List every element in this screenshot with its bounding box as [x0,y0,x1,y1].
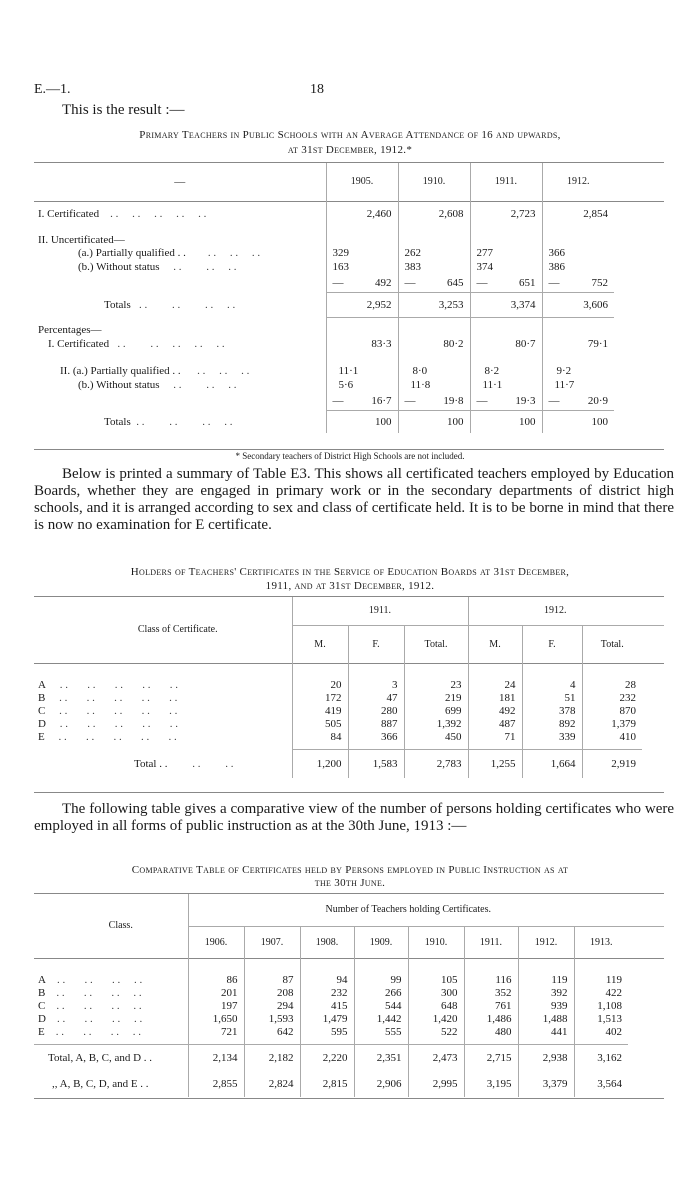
table2-title-line1: Holders of Teachers' Certificates in the Service of Education Boards at 31st December, [130,566,570,578]
table-cell: 441 [518,1025,574,1038]
table1-row-totals: Totals . . . . . . . . 2,952 3,253 3,374 3,606 [34,293,664,317]
table-cell: 2,473 [408,1045,464,1071]
table-cell: 2,952 [326,293,398,317]
table-cell: 3,374 [470,293,542,317]
table-cell: 505 [292,717,348,730]
table-cell: 100 [470,411,542,433]
table-cell: 892 [522,717,582,730]
table-cell: 2,182 [244,1045,300,1071]
table-cell: 1,513 [574,1012,628,1025]
table3-year: 1912. [518,926,574,958]
table-cell: 1,650 [188,1012,244,1025]
table-cell: 116 [464,973,518,986]
table-cell: 480 [464,1025,518,1038]
table1-bottom-rule [34,449,664,450]
table2-class-header: Class of Certificate. [137,624,218,636]
table-cell: 352 [464,986,518,999]
row-label: Total, A, B, C, and D . . [48,1052,153,1064]
table-cell: 2,815 [300,1071,354,1097]
table1-footnote: * Secondary teachers of District High Schools are not included. [235,451,465,461]
row-label: C [38,999,46,1012]
table-cell: 1,583 [348,750,404,778]
table1-row-partially: (a.) Partially qualified . . . . . . . . 329 262 277 366 [34,246,664,260]
table-cell: 2,938 [518,1045,574,1071]
table-cell: 83·3 [326,336,398,352]
table-cell: 939 [518,999,574,1012]
row-label: A [38,973,46,986]
table-row: D . . . . . . . . . . 505 887 1,392 487 892 1,379 [34,717,664,730]
table-cell: 492 [468,704,522,717]
table2-year2: 1912. [468,597,642,625]
table-cell: 2,460 [326,202,398,226]
table-cell: 20 [292,678,348,691]
table3-year: 1913. [574,926,628,958]
row-label: E [38,1025,45,1038]
table3 [34,894,664,1097]
table-cell: 266 [354,986,408,999]
table-cell: 300 [408,986,464,999]
table-cell: 415 [300,999,354,1012]
table-cell: 3,606 [542,293,614,317]
table-cell: 71 [468,730,522,743]
table1-row-pct-without: (b.) Without status . . . . . . 5·6 11·8 11·1 11·7 [34,378,664,392]
table2-col-header: F. [522,625,582,663]
table-cell: 94 [300,973,354,986]
table-cell: 402 [574,1025,628,1038]
table-cell: 386 [542,260,614,274]
table-cell: 84 [292,730,348,743]
comparative-paragraph: The following table gives a comparative view of the number of persons holding certificates who were employed in all forms of public instruction as at the 30th June, 1913 :— [34,801,674,834]
table-cell: 2,134 [188,1045,244,1071]
row-label: II. (a.) Partially qualified . . [60,365,181,377]
table-row: A . . . . . . . . . . 20 3 23 24 4 28 [34,678,664,691]
table2-year1: 1911. [292,597,468,625]
page-number: 18 [310,82,324,97]
table1-row-pct-uncert-totals: — 16·7 — 19·8 — 19·3 — 20·9 [34,392,664,410]
table-cell: 648 [408,999,464,1012]
table-cell: 8·0 [398,364,470,378]
document-reference: E.—1. [34,82,71,97]
row-label: B [38,986,46,999]
table-cell: 1,664 [522,750,582,778]
table-cell: 208 [244,986,300,999]
table-cell: 2,783 [404,750,468,778]
table-cell: 329 [326,246,398,260]
table3-year: 1909. [354,926,408,958]
row-label: Totals [104,416,131,428]
table-cell: 374 [470,260,542,274]
table2-col-header: M. [468,625,522,663]
table-cell: 11·1 [326,364,398,378]
table-cell: 699 [404,704,468,717]
table-cell: 232 [300,986,354,999]
table1-row-uncert-totals: — 492 — 645 — 651 — 752 [34,274,664,292]
table-cell: 1,488 [518,1012,574,1025]
table1-year: 1910. [398,163,470,201]
table-cell: 752 [591,276,608,289]
table-cell: 487 [468,717,522,730]
table-cell: 2,854 [542,202,614,226]
table-cell: 721 [188,1025,244,1038]
table2-col-header: Total. [582,625,642,663]
table-row: A . . . . . . . . 86 87 94 99 105 116 119 119 [34,973,664,986]
table-row: E . . . . . . . . . . 84 366 450 71 339 410 [34,730,664,743]
table-cell: 392 [518,986,574,999]
table3-year: 1907. [244,926,300,958]
table-cell: 1,200 [292,750,348,778]
table-cell: 4 [522,678,582,691]
table-cell: 11·1 [470,378,542,392]
table3-year: 1911. [464,926,518,958]
table3-class-header: Class. [108,920,133,932]
table-cell: 172 [292,691,348,704]
table-cell: 1,593 [244,1012,300,1025]
table-cell: 20·9 [587,394,608,407]
table-cell: 3 [348,678,404,691]
table-cell: 642 [244,1025,300,1038]
table1-year: 1905. [326,163,398,201]
table-cell: 80·2 [398,336,470,352]
table-cell: 201 [188,986,244,999]
table-cell: 378 [522,704,582,717]
table-cell: 3,195 [464,1071,518,1097]
table-cell: 197 [188,999,244,1012]
table-cell: 232 [582,691,642,704]
table2-col-header: F. [348,625,404,663]
table-cell: 1,392 [404,717,468,730]
table-cell: 2,715 [464,1045,518,1071]
table3-title-line1: Comparative Table of Certificates held by Persons employed in Public Instruction as at [131,864,569,876]
table-cell: 1,108 [574,999,628,1012]
table2-col-header: Total. [404,625,468,663]
table-row: C . . . . . . . . . . 419 280 699 492 378 870 [34,704,664,717]
table-cell: 595 [300,1025,354,1038]
table1-year: 1912. [542,163,614,201]
table3-year: 1908. [300,926,354,958]
table-cell: 11·8 [398,378,470,392]
table-row: B . . . . . . . . . . 172 47 219 181 51 232 [34,691,664,704]
table-cell: 1,442 [354,1012,408,1025]
table-cell: 410 [582,730,642,743]
table-cell: 219 [404,691,468,704]
row-label: Total . . [134,758,168,770]
table1-row-without: (b.) Without status . . . . . . 163 383 374 386 [34,260,664,274]
table-cell: 51 [522,691,582,704]
row-label: C [38,704,46,717]
table-cell: 761 [464,999,518,1012]
table1-title-line2: at 31st December, 1912.* [287,144,413,156]
table1-row-certificated: I. Certificated . . . . . . . . . . 2,460 2,608 2,723 2,854 [34,202,664,226]
table-cell: 8·2 [470,364,542,378]
row-label: I. Certificated [48,338,110,350]
table-cell: 19·3 [515,394,536,407]
row-label: Percentages— [38,324,102,336]
table-cell: 2,723 [470,202,542,226]
table1-row-pct-partially: II. (a.) Partially qualified . . . . . . . . 11·1 8·0 8·2 9·2 [34,364,664,378]
table-cell: 100 [398,411,470,433]
table-cell: 522 [408,1025,464,1038]
table3-year: 1906. [188,926,244,958]
summary-paragraph: Below is printed a summary of Table E3. This shows all certificated teachers employed by Education Boards, whether they are engaged in primary work or in the secondary departments of district high schools, and it is arranged according to sex and class of certificate held. It is to be borne in mind that there is now no examination for E certificate. [34,466,674,533]
row-label: (b.) Without status [78,379,160,391]
table3-year: 1910. [408,926,464,958]
table-cell: 119 [574,973,628,986]
table2-title-line2: 1911, and at 31st December, 1912. [265,580,435,592]
table3-bottom-rule [34,1098,664,1099]
table-row: D . . . . . . . . 1,650 1,593 1,479 1,442 1,420 1,486 1,488 1,513 [34,1012,664,1025]
table1-row-pct-cert: I. Certificated . . . . . . . . . . 83·3 80·2 80·7 79·1 [34,336,664,352]
table-cell: 2,919 [582,750,642,778]
table-cell: 1,479 [300,1012,354,1025]
row-label: A [38,678,46,691]
table-cell: 366 [348,730,404,743]
row-label: II. Uncertificated— [38,234,125,246]
table-cell: 9·2 [542,364,614,378]
table-cell: 422 [574,986,628,999]
table-cell: 262 [398,246,470,260]
table1-corner: — [174,175,186,188]
table-cell: 16·7 [371,394,392,407]
table-cell: 99 [354,973,408,986]
table-cell: 2,855 [188,1071,244,1097]
table-cell: 2,824 [244,1071,300,1097]
table-cell: 277 [470,246,542,260]
table-row: B . . . . . . . . 201 208 232 266 300 352 392 422 [34,986,664,999]
table-cell: 2,220 [300,1045,354,1071]
table-cell: 339 [522,730,582,743]
row-label: I. Certificated [38,208,100,220]
table-cell: 3,162 [574,1045,628,1071]
table-cell: 19·8 [443,394,464,407]
table-cell: 2,608 [398,202,470,226]
table-cell: 1,486 [464,1012,518,1025]
table-cell: 1,379 [582,717,642,730]
table1-title-line1: Primary Teachers in Public Schools with an Average Attendance of 16 and upwards, [139,129,561,141]
table-cell: 887 [348,717,404,730]
table2 [34,597,664,778]
table3-group-header: Number of Teachers holding Certificates. [188,894,628,926]
table-cell: 3,564 [574,1071,628,1097]
table-cell: 3,379 [518,1071,574,1097]
row-label: (b.) Without status [78,261,160,273]
table-cell: 280 [348,704,404,717]
table-cell: 23 [404,678,468,691]
table1-year: 1911. [470,163,542,201]
table-cell: 87 [244,973,300,986]
table1 [34,163,664,433]
table-cell: 294 [244,999,300,1012]
table-cell: 555 [354,1025,408,1038]
table-cell: 86 [188,973,244,986]
row-label: (a.) Partially qualified . . [78,247,186,259]
table-cell: 419 [292,704,348,717]
table-cell: 105 [408,973,464,986]
table-cell: 3,253 [398,293,470,317]
table-cell: 5·6 [326,378,398,392]
table-cell: 100 [542,411,614,433]
table-cell: 492 [375,276,392,289]
row-label: B [38,691,46,704]
table-cell: 28 [582,678,642,691]
table-cell: 47 [348,691,404,704]
table-cell: 450 [404,730,468,743]
table-row: C . . . . . . . . 197 294 415 544 648 761 939 1,108 [34,999,664,1012]
table-row: E . . . . . . . . 721 642 595 555 522 480 441 402 [34,1025,664,1038]
table2-col-header: M. [292,625,348,663]
table-cell: 80·7 [470,336,542,352]
table-cell: 651 [519,276,536,289]
table-cell: 24 [468,678,522,691]
row-label: Totals [104,299,131,311]
table3-total-abcde-row [34,1071,664,1097]
table-cell: 2,351 [354,1045,408,1071]
table-cell: 11·7 [542,378,614,392]
row-label: D [38,1012,46,1025]
table-cell: 645 [447,276,464,289]
table2-total-row: Total . . . . . . 1,200 1,583 2,783 1,255 1,664 2,919 [34,750,664,778]
table-cell: 1,420 [408,1012,464,1025]
table-cell: 100 [326,411,398,433]
table2-bottom-rule [34,792,664,793]
row-label: D [38,717,46,730]
table-cell: 119 [518,973,574,986]
table-cell: 366 [542,246,614,260]
table-cell: 383 [398,260,470,274]
table1-row-pct-totals: Totals . . . . . . . . 100 100 100 100 [34,411,664,433]
table-cell: 181 [468,691,522,704]
intro-text: This is the result :— [62,102,185,118]
table-cell: 163 [326,260,398,274]
table1-header-row [34,163,664,201]
row-label: E [38,730,45,743]
table-cell: 544 [354,999,408,1012]
table3-total-abcd-row [34,1045,664,1071]
table-cell: 1,255 [468,750,522,778]
table-cell: 79·1 [542,336,614,352]
table-cell: 2,995 [408,1071,464,1097]
table3-title-line2: the 30th June. [314,877,386,889]
table-cell: 2,906 [354,1071,408,1097]
table-cell: 870 [582,704,642,717]
row-label: ,, A, B, C, D, and E . . [52,1078,149,1090]
